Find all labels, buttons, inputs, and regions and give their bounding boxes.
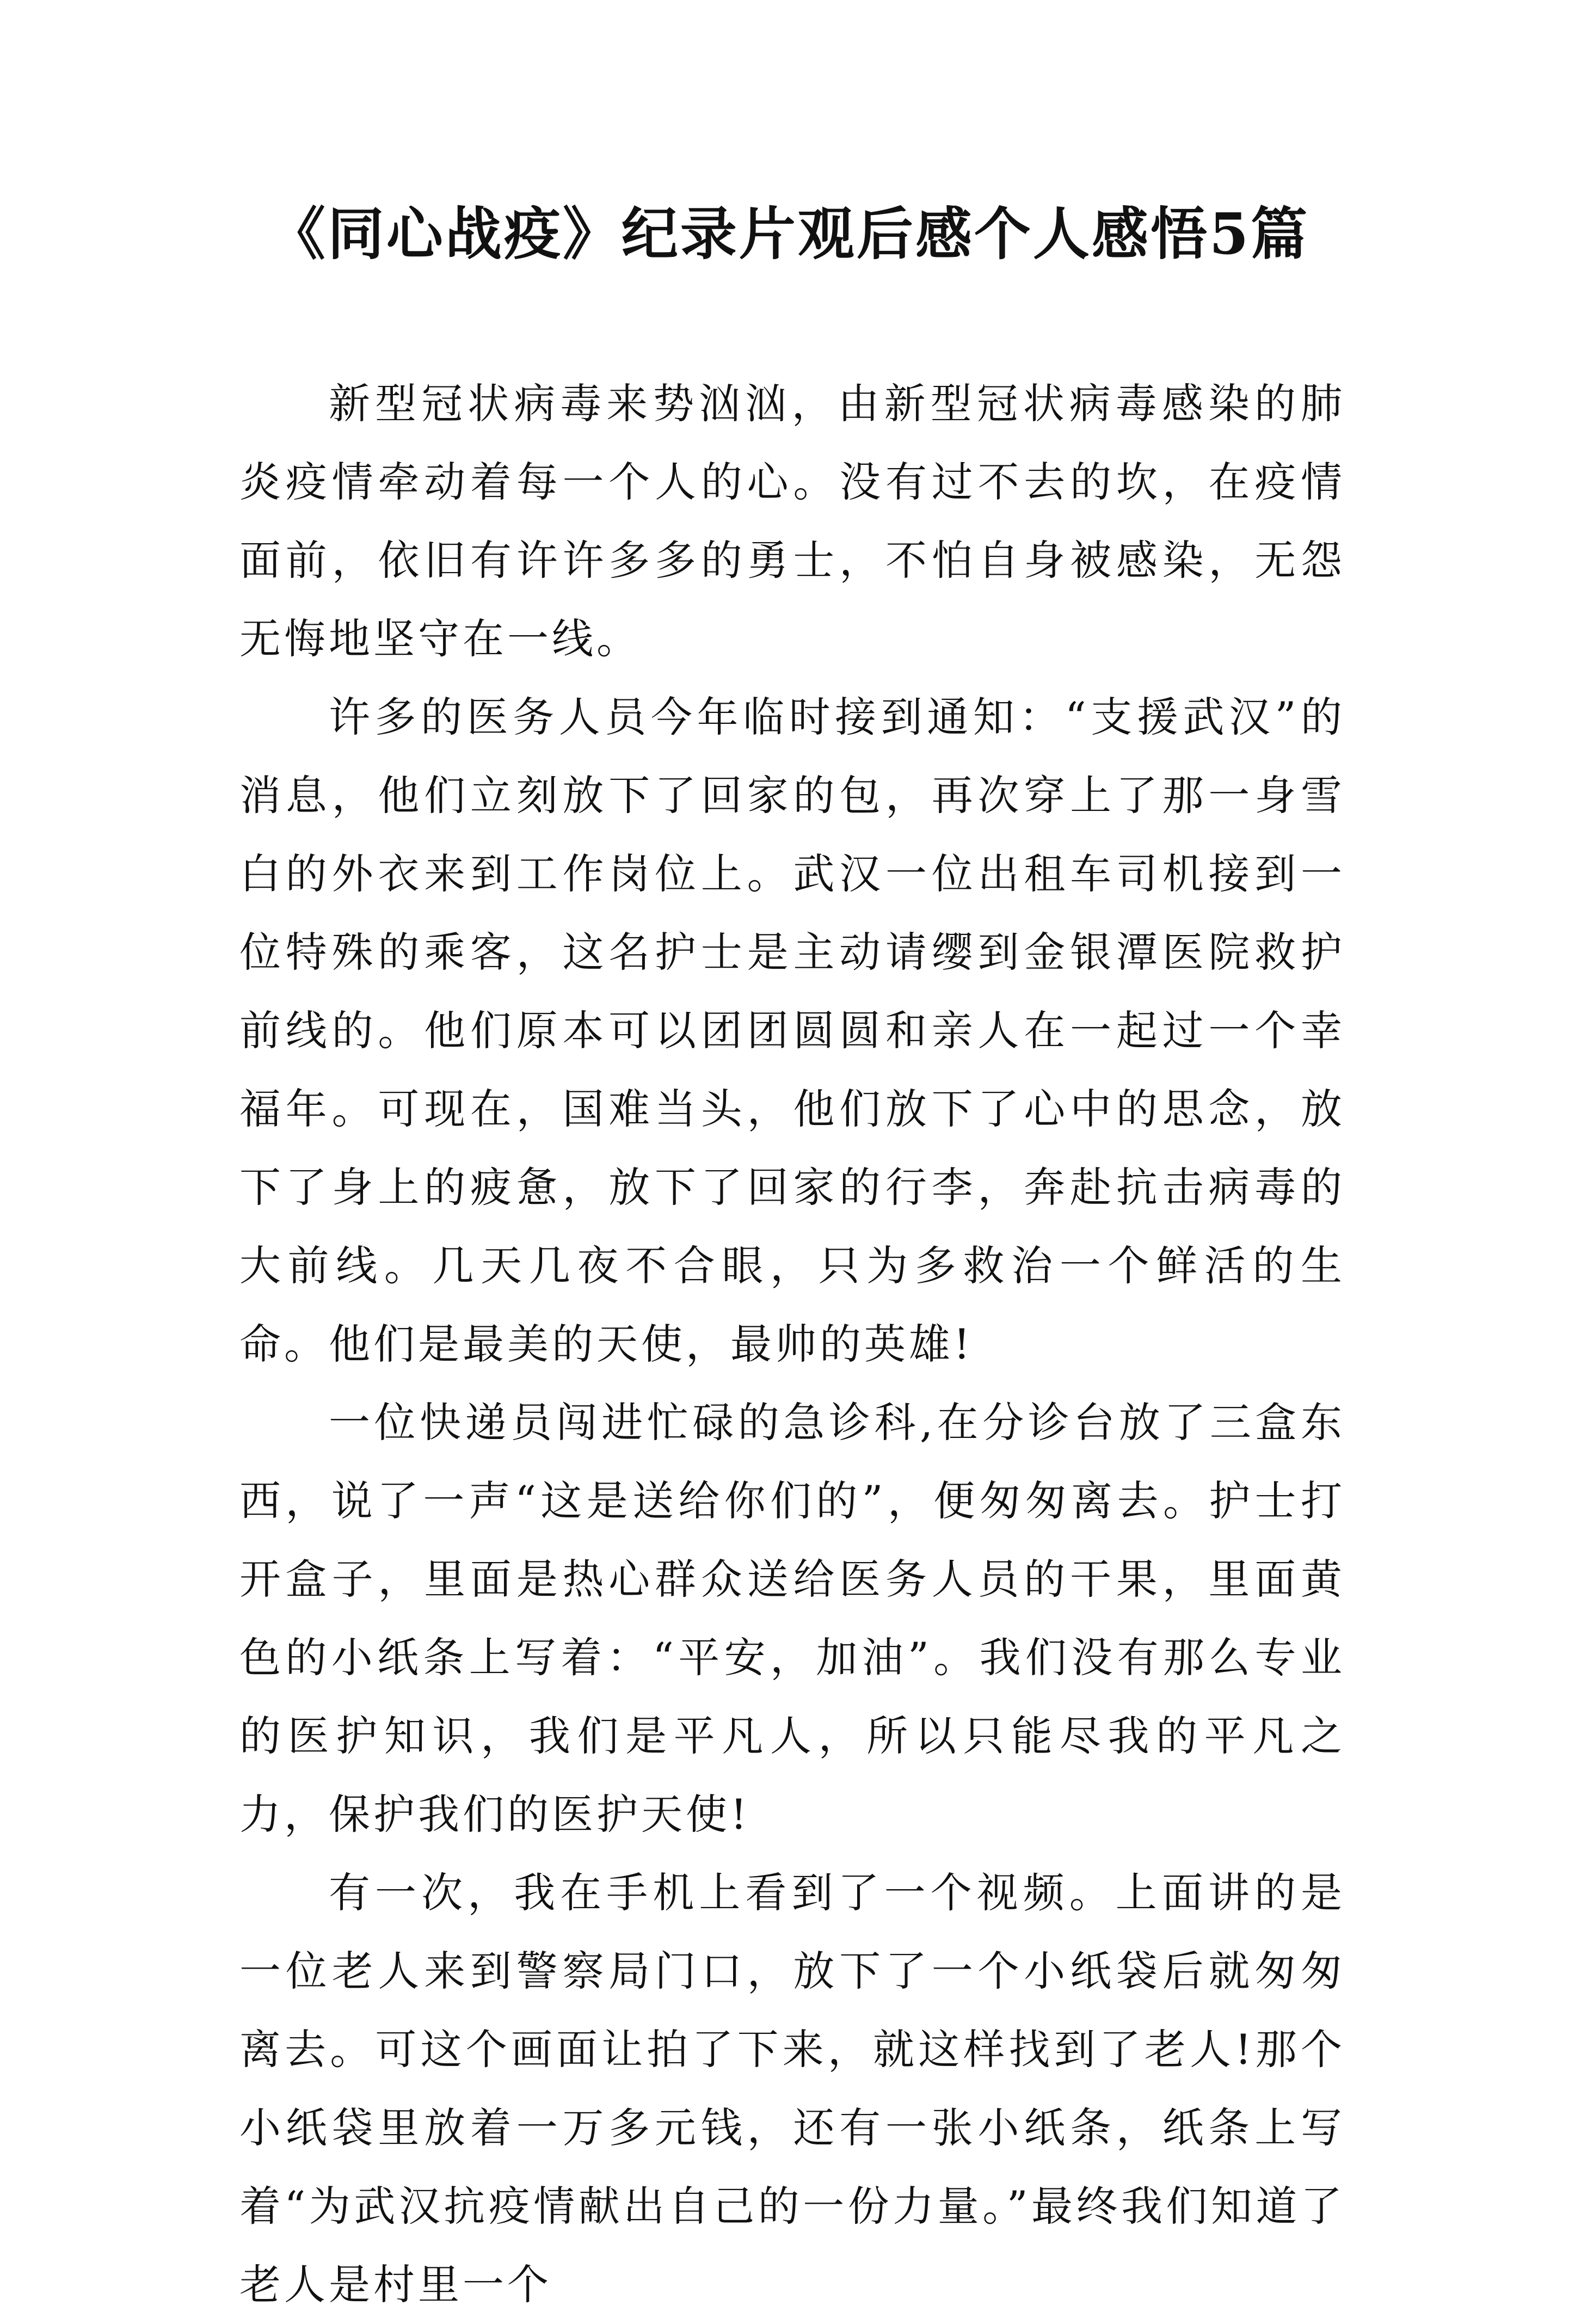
paragraph-2: 许多的医务人员今年临时接到通知：“支援武汉”的消息，他们立刻放下了回家的包，再次穿上了那一身雪白的外衣来到工作岗位上。武汉一位出租车司机接到一位特殊的乘客，这名护士是主动请缨到金银潭医院救护前线的。他们原本可以团团圆圆和亲人在一起过一个幸福年。可现在，国难当头，他们放下了心中的思念，放下了身上的疲惫，放下了回家的行李，奔赴抗击病毒的大前线。几天几夜不合眼，只为多救治一个鲜活的生命。他们是最美的天使，最帅的英雄!: [239, 693, 1345, 1368]
document-title: 《同心战疫》纪录片观后感个人感悟5篇: [268, 200, 1310, 267]
paragraph-1: 新型冠状病毒来势汹汹，由新型冠状病毒感染的肺炎疫情牵动着每一个人的心。没有过不去的坎，在疫情面前，依旧有许许多多的勇士，不怕自身被感染，无怨无悔地坚守在一线。: [239, 379, 1345, 663]
document-body: [239, 365, 1345, 2324]
paragraph-4: 有一次，我在手机上看到了一个视频。上面讲的是一位老人来到警察局门口，放下了一个小纸袋后就匆匆离去。可这个画面让拍了下来，就这样找到了老人!那个小纸袋里放着一万多元钱，还有一张小纸条，纸条上写着“为武汉抗疫情献出自己的一份力量。”最终我们知道了老人是村里一个: [239, 1868, 1345, 2309]
paragraph-3: 一位快递员闯进忙碌的急诊科,在分诊台放了三盒东西，说了一声“这是送给你们的”，便匆匆离去。护士打开盒子，里面是热心群众送给医务人员的干果，里面黄色的小纸条上写着：“平安，加油”。我们没有那么专业的医护知识，我们是平凡人，所以只能尽我的平凡之力，保护我们的医护天使!: [239, 1398, 1345, 1839]
